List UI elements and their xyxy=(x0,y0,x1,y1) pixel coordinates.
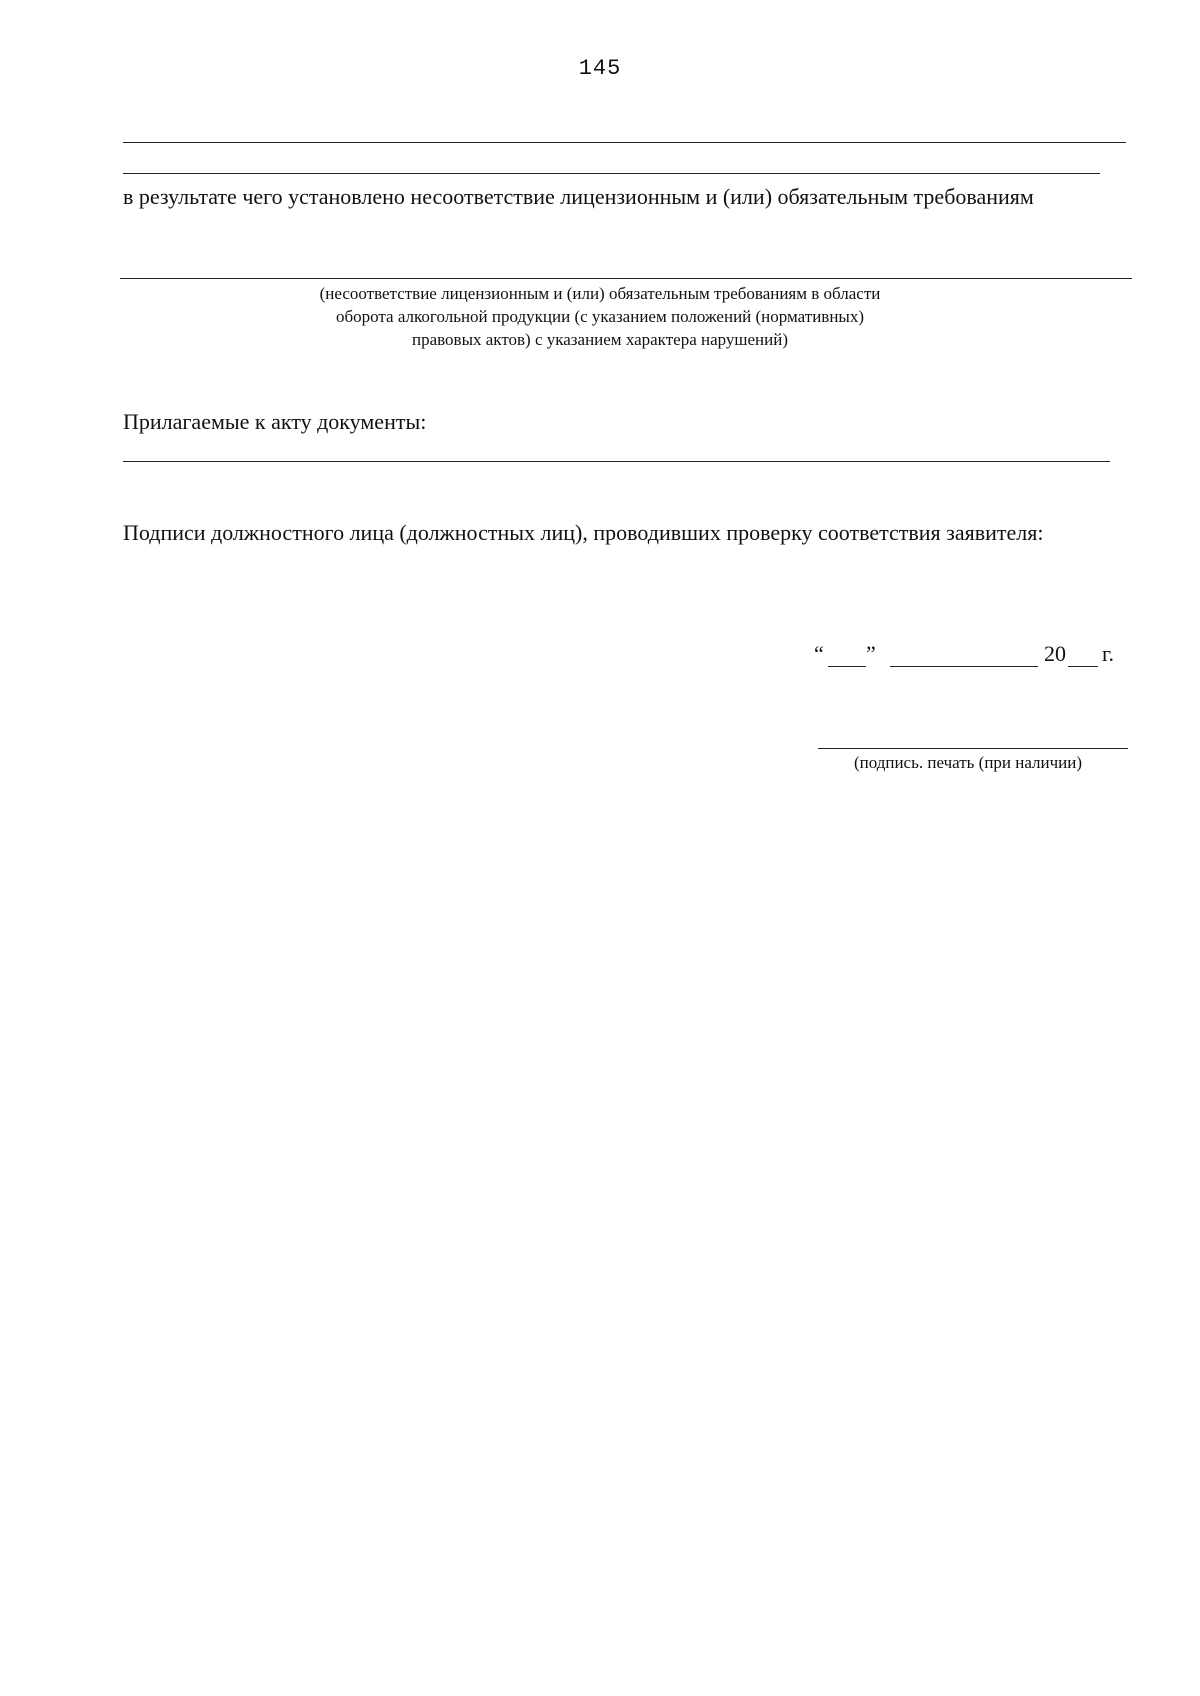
blank-line-2 xyxy=(123,173,1100,174)
page-number: 145 xyxy=(578,56,622,81)
signature-caption: (подпись. печать (при наличии) xyxy=(853,753,1083,772)
date-open-quote: “ xyxy=(814,641,824,666)
year-prefix: 20 xyxy=(1044,641,1066,666)
nonconformity-blank-line xyxy=(120,278,1132,279)
attached-documents-label: Прилагаемые к акту документы: xyxy=(123,409,427,434)
attached-documents-blank-line xyxy=(123,461,1110,462)
caption-line-1: (несоответствие лицензионным и (или) обязательным требованиям в области xyxy=(319,284,881,303)
result-paragraph: в результате чего установлено несоответствие лицензионным и (или) обязательным требованиям xyxy=(123,184,1034,209)
caption-line-3: правовых актов) с указанием характера нарушений) xyxy=(411,330,788,349)
date-line xyxy=(808,638,1126,670)
signatures-paragraph: Подписи должностного лица (должностных лиц), проводивших проверку соответствия заявителя: xyxy=(123,520,1044,545)
nonconformity-caption xyxy=(250,282,950,351)
day-blank xyxy=(828,666,866,667)
signature-blank-line xyxy=(818,748,1128,749)
date-close-quote: ” xyxy=(866,641,876,666)
year-suffix: г. xyxy=(1102,641,1115,666)
blank-line-1 xyxy=(123,142,1126,143)
month-blank xyxy=(890,666,1038,667)
caption-line-2: оборота алкогольной продукции (с указанием положений (нормативных) xyxy=(335,307,865,326)
year-blank xyxy=(1068,666,1098,667)
